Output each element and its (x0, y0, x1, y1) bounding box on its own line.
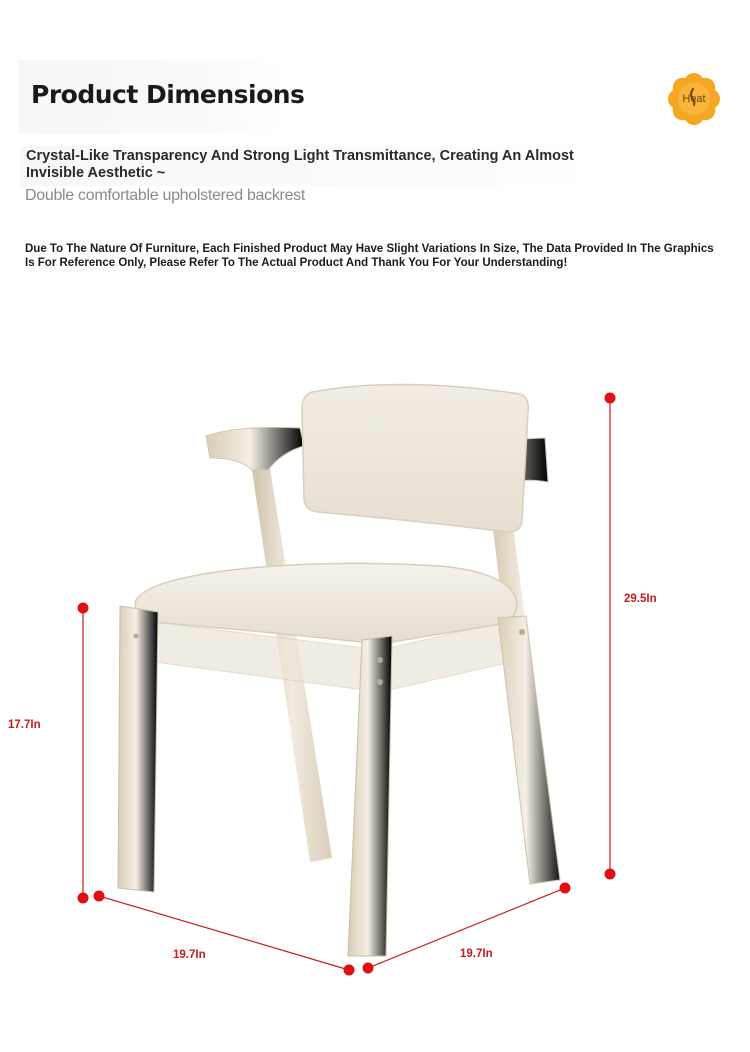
product-tagline: Double comfortable upholstered backrest (25, 187, 306, 204)
width-dimension-line (99, 896, 349, 970)
depth-marker-right (560, 883, 571, 894)
width-marker-left (94, 891, 105, 902)
page-title: Product Dimensions (31, 80, 305, 109)
seat-height-marker-bottom (78, 893, 89, 904)
width-marker-right (344, 965, 355, 976)
total-height-label: 29.5In (624, 593, 657, 605)
depth-label: 19.7In (460, 948, 493, 960)
seat-height-label: 17.7In (8, 719, 41, 731)
width-label: 19.7In (173, 949, 206, 961)
size-disclaimer: Due To The Nature Of Furniture, Each Finished Product May Have Slight Variations In Size, The Data Provided In The Graphics Is For Reference Only, Please Refer To The Actual Product And Thank You For Your Understanding! (25, 243, 714, 269)
seat-height-marker-top (78, 603, 89, 614)
height-marker-bottom (605, 869, 616, 880)
height-marker-top (605, 393, 616, 404)
depth-marker-left (363, 963, 374, 974)
badge-label: Heat (682, 93, 706, 105)
acrylic-chair-illustration (118, 384, 560, 956)
product-subtitle: Crystal-Like Transparency And Strong Light Transmittance, Creating An Almost Invisible Aesthetic ~ (26, 148, 574, 181)
